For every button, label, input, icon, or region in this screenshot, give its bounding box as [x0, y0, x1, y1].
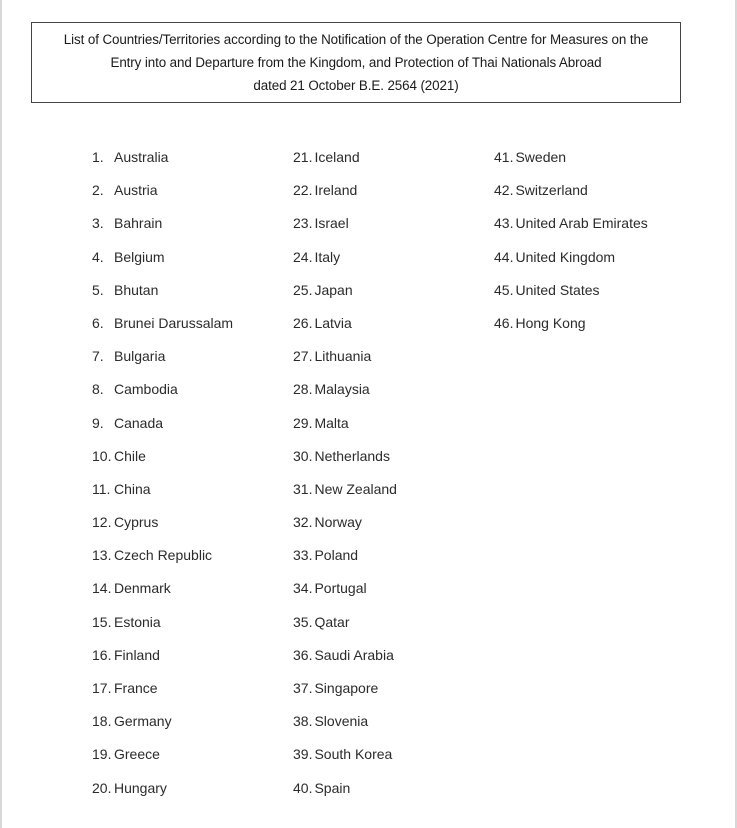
list-item — [293, 606, 397, 639]
list-item — [293, 772, 397, 805]
list-item — [92, 440, 233, 473]
list-item-number: 31. — [293, 480, 313, 497]
list-item-number: 4. — [92, 248, 104, 265]
list-item-number: 28. — [293, 381, 313, 398]
list-item-number: 5. — [92, 281, 104, 298]
list-item-country-name: Hong Kong — [515, 314, 586, 331]
list-item-country-name: Germany — [114, 713, 172, 730]
list-item-country-name: United Kingdom — [515, 248, 616, 265]
list-item-country-name: Netherlands — [314, 447, 390, 464]
list-item — [494, 274, 648, 307]
list-item — [92, 738, 233, 771]
list-item-number: 8. — [92, 381, 104, 398]
country-column-2 — [293, 141, 397, 805]
list-item — [92, 407, 233, 440]
list-item — [92, 606, 233, 639]
list-item-number: 22. — [293, 182, 313, 199]
list-item — [293, 473, 397, 506]
list-item — [494, 307, 648, 340]
list-item — [92, 639, 233, 672]
list-item-country-name: Finland — [114, 646, 160, 663]
list-item-number: 7. — [92, 348, 104, 365]
list-item-number: 2. — [92, 182, 104, 199]
list-item-country-name: Cyprus — [114, 514, 159, 531]
list-item-number: 25. — [293, 281, 313, 298]
list-item — [293, 307, 397, 340]
country-column-1 — [92, 141, 233, 805]
list-item-country-name: Greece — [114, 746, 160, 763]
list-item-number: 30. — [293, 447, 313, 464]
list-item — [494, 207, 648, 240]
list-item — [494, 241, 648, 274]
list-item-country-name: Bahrain — [114, 215, 163, 232]
list-item-country-name: Spain — [314, 779, 351, 796]
list-item-number: 26. — [293, 314, 313, 331]
list-item — [92, 672, 233, 705]
list-item-country-name: Austria — [114, 182, 158, 199]
list-item-country-name: Cambodia — [114, 381, 178, 398]
list-item — [293, 705, 397, 738]
list-item-country-name: South Korea — [314, 746, 393, 763]
list-item-country-name: New Zealand — [314, 480, 397, 497]
list-item-number: 23. — [293, 215, 313, 232]
list-item-number: 37. — [293, 680, 313, 696]
list-item-country-name: Israel — [314, 215, 349, 232]
list-item-number: 42. — [494, 182, 514, 199]
list-item-country-name: Saudi Arabia — [314, 646, 394, 663]
list-item-country-name: Hungary — [114, 779, 167, 796]
list-item — [92, 307, 233, 340]
list-item — [293, 340, 397, 373]
title-line-3: dated 21 October B.E. 2564 (2021) — [253, 78, 459, 93]
list-item-number: 33. — [293, 547, 313, 564]
list-item — [92, 207, 233, 240]
list-item-country-name: Iceland — [314, 149, 360, 165]
list-item-number: 11. — [92, 480, 111, 497]
list-item — [293, 241, 397, 274]
list-item-country-name: Poland — [314, 547, 359, 564]
list-item-country-name: Chile — [114, 447, 146, 464]
list-item — [92, 373, 233, 406]
list-item-country-name: France — [114, 680, 158, 696]
list-item-country-name: Singapore — [314, 680, 379, 696]
list-item-country-name: Switzerland — [515, 182, 588, 199]
list-item-country-name: Portugal — [314, 580, 367, 597]
list-item — [92, 141, 233, 174]
list-item-country-name: Canada — [114, 414, 164, 431]
list-item — [293, 174, 397, 207]
list-item — [92, 539, 233, 572]
list-item-number: 43. — [494, 215, 514, 232]
list-item-country-name: Bulgaria — [114, 348, 166, 365]
page-edge-left — [0, 0, 2, 828]
list-item-number: 27. — [293, 348, 313, 365]
list-item — [293, 207, 397, 240]
list-item-country-name: Malaysia — [314, 381, 370, 398]
list-item — [293, 141, 397, 174]
list-item-number: 36. — [293, 646, 313, 663]
list-item-number: 3. — [92, 215, 104, 232]
list-item-number: 32. — [293, 514, 313, 531]
list-item — [293, 373, 397, 406]
list-item — [92, 174, 233, 207]
list-item-country-name: Latvia — [314, 314, 352, 331]
list-item-number: 46. — [494, 314, 514, 331]
list-item-country-name: Denmark — [114, 580, 171, 597]
list-item — [293, 506, 397, 539]
list-item-country-name: Sweden — [515, 149, 567, 165]
list-item-country-name: China — [114, 480, 151, 497]
list-item-country-name: Slovenia — [314, 713, 369, 730]
list-item — [293, 738, 397, 771]
country-column-3 — [494, 141, 648, 340]
list-item — [92, 506, 233, 539]
list-item-number: 40. — [293, 779, 313, 796]
list-item-country-name: Italy — [314, 248, 341, 265]
list-item-number: 38. — [293, 713, 313, 730]
list-item-country-name: Belgium — [114, 248, 165, 265]
list-item — [494, 174, 648, 207]
list-item-number: 34. — [293, 580, 313, 597]
list-item-country-name: Ireland — [314, 182, 358, 199]
list-item — [92, 705, 233, 738]
list-item-country-name: United States — [515, 281, 600, 298]
list-item — [293, 274, 397, 307]
list-item-country-name: Estonia — [114, 613, 161, 630]
list-item-country-name: Czech Republic — [114, 547, 213, 564]
list-item-number: 35. — [293, 613, 313, 630]
list-item-country-name: Bhutan — [114, 281, 159, 298]
list-item-number: 24. — [293, 248, 313, 265]
list-item-country-name: Australia — [114, 149, 169, 165]
list-item-number: 21. — [293, 149, 313, 165]
list-item-country-name: Lithuania — [314, 348, 372, 365]
title-line-1: List of Countries/Territories according to the Notification of the Operation Centre for Measures on the — [63, 32, 649, 47]
list-item — [92, 274, 233, 307]
list-item — [293, 639, 397, 672]
list-item-number: 9. — [92, 414, 104, 431]
list-item-number: 18. — [92, 713, 112, 730]
list-item-number: 20. — [92, 779, 112, 796]
list-item-number: 1. — [92, 149, 104, 165]
list-item — [293, 407, 397, 440]
list-item-country-name: Qatar — [314, 613, 350, 630]
list-item-number: 44. — [494, 248, 514, 265]
list-item-number: 29. — [293, 414, 313, 431]
list-item-country-name: United Arab Emirates — [515, 215, 648, 232]
list-item-number: 39. — [293, 746, 313, 763]
list-item-number: 19. — [92, 746, 112, 763]
list-item-number: 16. — [92, 646, 112, 663]
list-item — [92, 340, 233, 373]
list-item — [92, 572, 233, 605]
list-item-number: 17. — [92, 680, 112, 696]
list-item-number: 13. — [92, 547, 112, 564]
list-item-number: 45. — [494, 281, 514, 298]
list-item-country-name: Japan — [314, 281, 353, 298]
list-item — [92, 772, 233, 805]
list-item — [92, 241, 233, 274]
list-item — [494, 141, 648, 174]
list-item-number: 10. — [92, 447, 112, 464]
list-item-number: 14. — [92, 580, 112, 597]
title-line-2: Entry into and Departure from the Kingdom, and Protection of Thai Nationals Abroad — [110, 55, 602, 70]
list-item — [293, 572, 397, 605]
list-item-number: 6. — [92, 314, 104, 331]
list-item-country-name: Malta — [314, 414, 349, 431]
document-title-box — [31, 22, 681, 103]
list-item — [293, 440, 397, 473]
list-item — [92, 473, 233, 506]
list-item-country-name: Brunei Darussalam — [114, 314, 234, 331]
list-item-number: 15. — [92, 613, 112, 630]
list-item-number: 41. — [494, 149, 514, 165]
list-item — [293, 539, 397, 572]
list-item-country-name: Norway — [314, 514, 362, 531]
list-item-number: 12. — [92, 514, 112, 531]
list-item — [293, 672, 397, 705]
